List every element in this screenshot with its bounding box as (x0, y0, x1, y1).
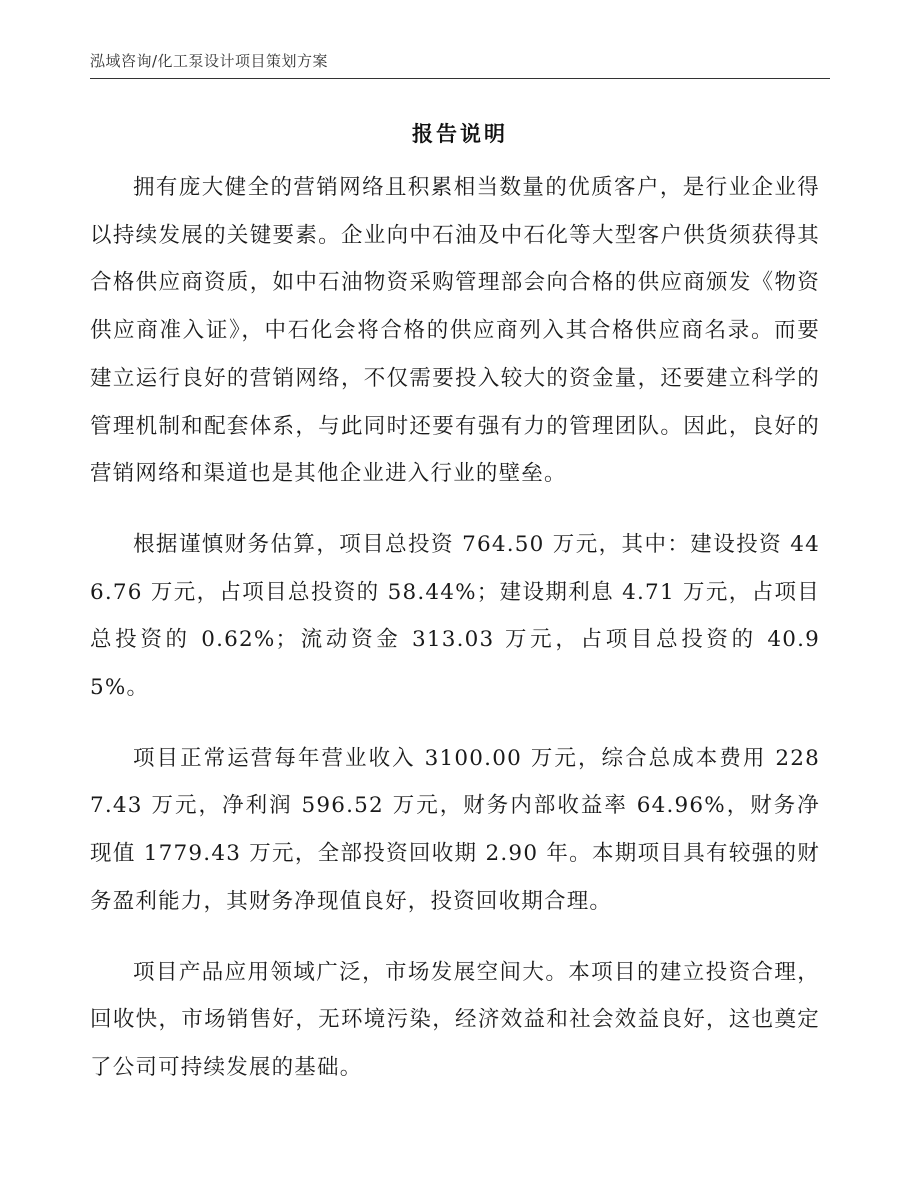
running-header: 泓域咨询/化工泵设计项目策划方案 (90, 52, 329, 70)
page-title: 报告说明 (412, 122, 508, 146)
paragraph-investment-estimate: 根据谨慎财务估算，项目总投资 764.50 万元，其中：建设投资 446.76 万元，占项目总投资的 58.44%；建设期利息 4.71 万元，占项目总投资的 0.62%；流动资金 313.03 万元，占项目总投资的 40.95%。 (90, 531, 820, 701)
paragraph-project-outlook: 项目产品应用领域广泛，市场发展空间大。本项目的建立投资合理，回收快，市场销售好，无环境污染，经济效益和社会效益良好，这也奠定了公司可持续发展的基础。 (90, 959, 820, 1080)
document-body (90, 164, 820, 1115)
paragraph-financial-returns: 项目正常运营每年营业收入 3100.00 万元，综合总成本费用 2287.43 万元，净利润 596.52 万元，财务内部收益率 64.96%，财务净现值 1779.43 万元，全部投资回收期 2.90 年。本期项目具有较强的财务盈利能力，其财务净现值良好，投资回收期合理。 (90, 745, 820, 914)
paragraph-marketing-network: 拥有庞大健全的营销网络且积累相当数量的优质客户，是行业企业得以持续发展的关键要素。企业向中石油及中石化等大型客户供货须获得其合格供应商资质，如中石油物资采购管理部会向合格的供应商颁发《物资供应商准入证》，中石化会将合格的供应商列入其合格供应商名录。而要建立运行良好的营销网络，不仅需要投入较大的资金量，还要建立科学的管理机制和配套体系，与此同时还要有强有力的管理团队。因此，良好的营销网络和渠道也是其他企业进入行业的壁垒。 (90, 175, 820, 487)
header-divider (90, 78, 830, 79)
